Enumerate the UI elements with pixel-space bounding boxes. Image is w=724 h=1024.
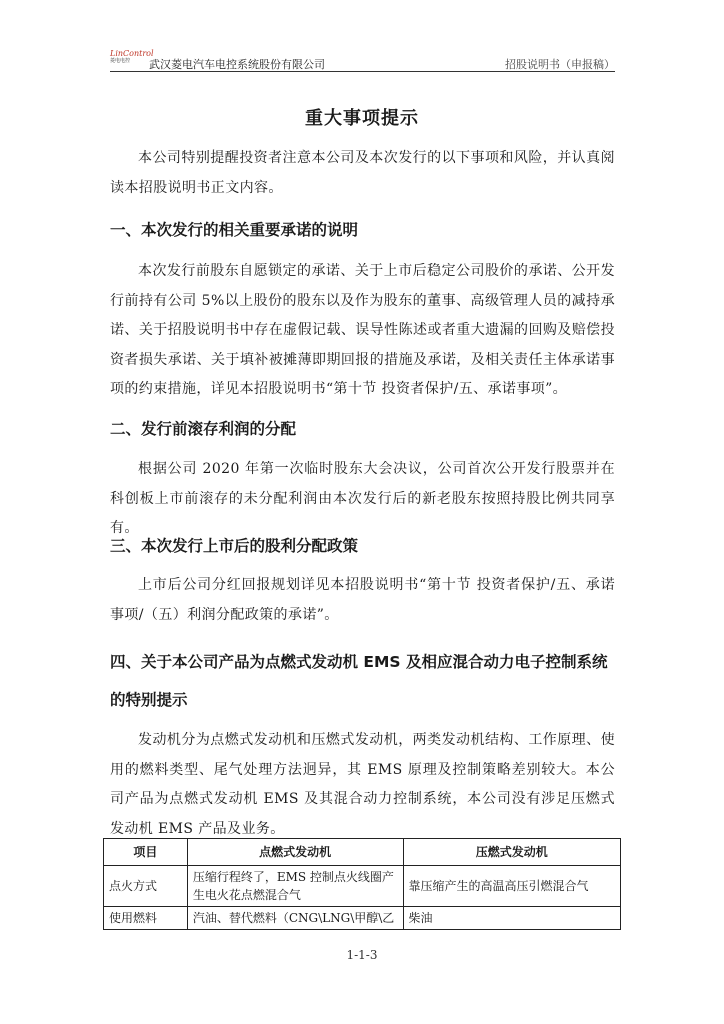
company-name: 武汉菱电汽车电控系统股份有限公司 — [149, 58, 325, 71]
engine-comparison-table — [103, 838, 621, 930]
table-header-cell: 项目 — [104, 839, 188, 866]
section-4-heading: 四、关于本公司产品为点燃式发动机 EMS 及相应混合动力电子控制系统的特别提示 — [110, 653, 608, 709]
table-cell: 使用燃料 — [104, 907, 188, 930]
page-number: 1-1-3 — [346, 948, 378, 962]
document-type: 招股说明书（申报稿） — [505, 58, 615, 71]
page-title: 重大事项提示 — [305, 108, 419, 129]
page-header — [110, 44, 615, 72]
section-3-heading: 三、本次发行上市后的股利分配政策 — [110, 537, 359, 555]
table-cell: 点火方式 — [104, 866, 188, 907]
table-header-cell: 压燃式发动机 — [403, 839, 620, 866]
company-logo — [110, 49, 154, 65]
section-1-body: 本次发行前股东自愿锁定的承诺、关于上市后稳定公司股价的承诺、公开发行前持有公司 5%以上股份的股东以及作为股东的董事、高级管理人员的减持承诺、关于招股说明书中存在虚假记载、误导性陈述或者重大遗漏的回购及赔偿投资者损失承诺、关于填补被摊薄即期回报的措施及承诺，及相关责任主体承诺事项的约束措施，详见本招股说明书“第十节 投资者保护/五、承诺事项”。 — [110, 263, 615, 397]
table-cell: 柴油 — [403, 907, 620, 930]
table-row — [104, 866, 621, 907]
section-4-body: 发动机分为点燃式发动机和压燃式发动机，两类发动机结构、工作原理、使用的燃料类型、尾气处理方法迥异，其 EMS 原理及控制策略差别较大。本公司产品为点燃式发动机 EMS 及其混合动力控制系统，本公司没有涉足压燃式发动机 EMS 产品及业务。 — [110, 732, 615, 837]
section-1-heading: 一、本次发行的相关重要承诺的说明 — [110, 221, 359, 239]
section-2-heading: 二、发行前滚存利润的分配 — [110, 420, 297, 438]
header-divider — [110, 71, 615, 72]
table-cell: 靠压缩产生的高温高压引燃混合气 — [403, 866, 620, 907]
table-header-row — [104, 839, 621, 866]
intro-paragraph: 本公司特别提醒投资者注意本公司及本次发行的以下事项和风险，并认真阅读本招股说明书正文内容。 — [110, 150, 615, 196]
logo-text-bottom: 菱电电控 — [110, 58, 131, 64]
section-2-body: 根据公司 2020 年第一次临时股东大会决议，公司首次公开发行股票并在科创板上市前滚存的未分配利润由本次发行后的新老股东按照持股比例共同享有。 — [110, 461, 615, 536]
table-row — [104, 907, 621, 930]
section-3-body: 上市后公司分红回报规划详见本招股说明书“第十节 投资者保护/五、承诺事项/（五）利润分配政策的承诺”。 — [110, 577, 615, 623]
table-header-cell: 点燃式发动机 — [187, 839, 403, 866]
logo-text-top: LinControl — [110, 49, 154, 58]
table-cell: 汽油、替代燃料（CNG\LNG\甲醇\乙 — [187, 907, 403, 930]
table-cell: 压缩行程终了，EMS 控制点火线圈产生电火花点燃混合气 — [187, 866, 403, 907]
